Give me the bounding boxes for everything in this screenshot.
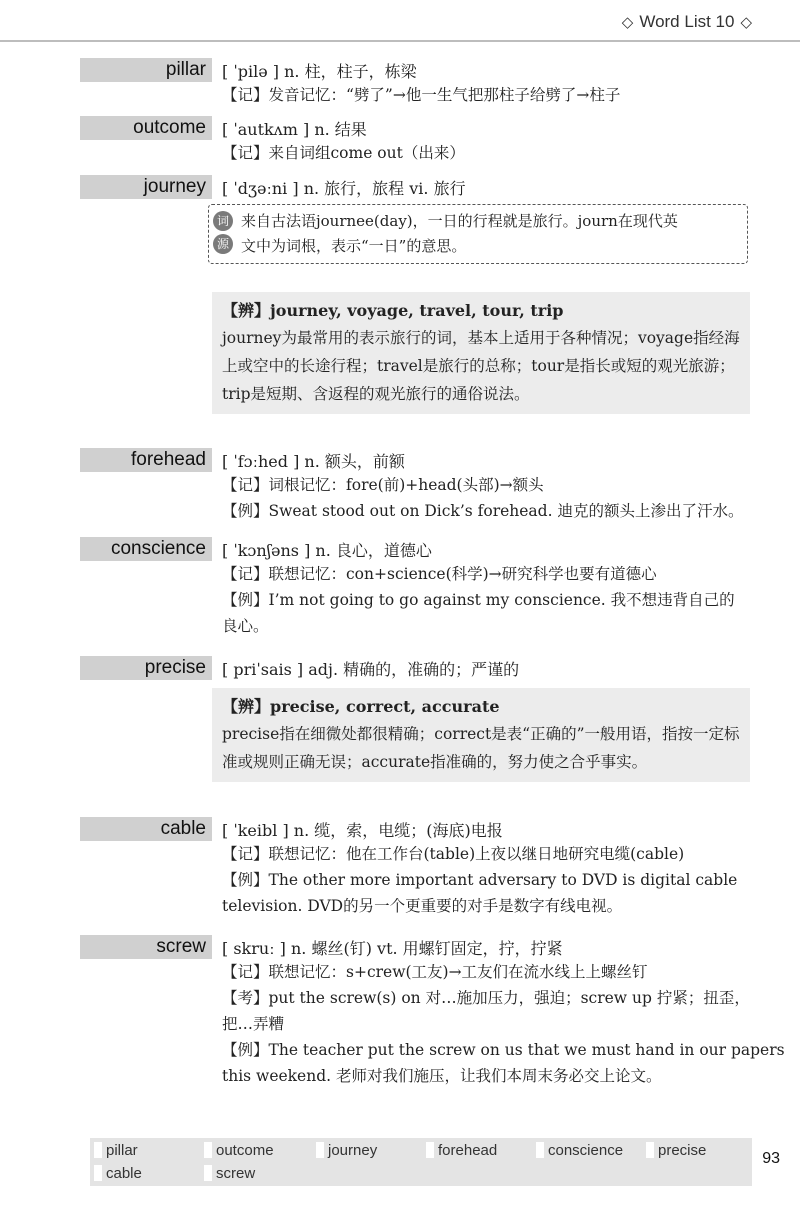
etymology-note <box>208 204 748 264</box>
distinction-title: 【辨】precise, correct, accurate <box>222 697 500 716</box>
header-title: Word List 10 <box>639 12 735 31</box>
pronunciation-definition: [ ˈfɔːhed ] n. 额头，前额 <box>222 451 405 471</box>
entry-line: this weekend. 老师对我们施压，让我们本周末务必交上论文。 <box>222 1067 662 1085</box>
word-index-footer <box>90 1138 752 1186</box>
index-word: screw <box>204 1165 255 1182</box>
index-word: conscience <box>536 1142 623 1159</box>
entry-line: 【例】The other more important adversary to DVD is digital cable <box>222 871 738 889</box>
entry-line: 良心。 <box>222 617 269 635</box>
entry-journey <box>0 175 800 199</box>
page-number: 93 <box>762 1150 780 1167</box>
entry-cable <box>0 817 800 919</box>
headword: forehead <box>0 448 212 472</box>
header-divider <box>0 40 800 42</box>
distinction-box <box>212 292 750 414</box>
entry-precise <box>0 656 800 680</box>
entry-outcome <box>0 116 800 166</box>
entry-line: 【记】联想记忆：他在工作台(table)上夜以继日地研究电缆(cable) <box>222 845 685 863</box>
headword: outcome <box>0 116 212 140</box>
distinction-box <box>212 688 750 782</box>
headword: cable <box>0 817 212 841</box>
entry-conscience <box>0 537 800 639</box>
pronunciation-definition: [ priˈsais ] adj. 精确的，准确的；严谨的 <box>222 659 520 679</box>
entry-line: 【记】联想记忆：s+crew(工友)→工友们在流水线上上螺丝钉 <box>222 963 648 981</box>
headword: precise <box>0 656 212 680</box>
entry-line: 【考】put the screw(s) on 对…施加压力，强迫；screw up 拧紧；扭歪， <box>222 989 750 1007</box>
entry-forehead <box>0 448 800 524</box>
entry-line: 【记】词根记忆：fore(前)+head(头部)→额头 <box>222 476 544 494</box>
entry-line: 【例】Sweat stood out on Dick’s forehead. 迪克的额头上渗出了汗水。 <box>222 502 744 520</box>
entry-line: 【记】来自词组come out（出来） <box>222 144 465 162</box>
diamond-icon: ◇ <box>740 14 752 31</box>
headword: screw <box>0 935 212 959</box>
headword: pillar <box>0 58 212 82</box>
entry-line: 【记】联想记忆：con+science(科学)→研究科学也要有道德心 <box>222 565 657 583</box>
index-word: forehead <box>426 1142 497 1159</box>
pronunciation-definition: [ ˈkɔnʃəns ] n. 良心，道德心 <box>222 540 432 560</box>
entry-line: 【例】I’m not going to go against my conscience. 我不想违背自己的 <box>222 591 735 609</box>
note-line: 来自古法语journee(day)，一日的行程就是旅行。journ在现代英 <box>241 212 678 230</box>
entry-pillar <box>0 58 800 108</box>
index-word: journey <box>316 1142 377 1159</box>
entry-line: 把…弄糟 <box>222 1015 285 1033</box>
running-header <box>622 12 752 32</box>
distinction-body: journey为最常用的表示旅行的词，基本上适用于各种情况；voyage指经海上或空中的长途行程；travel是旅行的总称；tour是指长或短的观光旅游；trip是短期、含返程的观光旅行的通俗说法。 <box>222 329 740 403</box>
index-word: pillar <box>94 1142 138 1159</box>
pronunciation-definition: [ ˈkeibl ] n. 缆，索，电缆；(海底)电报 <box>222 820 503 840</box>
diamond-icon: ◇ <box>621 14 634 31</box>
entry-screw <box>0 935 800 1089</box>
headword: conscience <box>0 537 212 561</box>
pronunciation-definition: [ skruː ] n. 螺丝(钉) vt. 用螺钉固定，拧，拧紧 <box>222 938 563 958</box>
index-word: cable <box>94 1165 142 1182</box>
entry-line: 【例】The teacher put the screw on us that we must hand in our papers <box>222 1041 785 1059</box>
distinction-body: precise指在细微处都很精确；correct是表“正确的”一般用语，指按一定标准或规则正确无误；accurate指准确的，努力使之合乎事实。 <box>222 725 740 771</box>
etymology-badge-icon: 词 源 <box>213 211 233 254</box>
pronunciation-definition: [ ˈpilə ] n. 柱，柱子，栋梁 <box>222 61 417 81</box>
entry-line: 【记】发音记忆：“劈了”→他一生气把那柱子给劈了→柱子 <box>222 86 621 104</box>
pronunciation-definition: [ ˈdʒəːni ] n. 旅行，旅程 vi. 旅行 <box>222 178 466 198</box>
note-line: 文中为词根，表示“一日”的意思。 <box>241 237 467 255</box>
index-word: precise <box>646 1142 706 1159</box>
index-word: outcome <box>204 1142 274 1159</box>
headword: journey <box>0 175 212 199</box>
entry-line: television. DVD的另一个更重要的对手是数字有线电视。 <box>222 897 623 915</box>
pronunciation-definition: [ ˈautkʌm ] n. 结果 <box>222 119 367 139</box>
distinction-title: 【辨】journey, voyage, travel, tour, trip <box>222 301 564 320</box>
